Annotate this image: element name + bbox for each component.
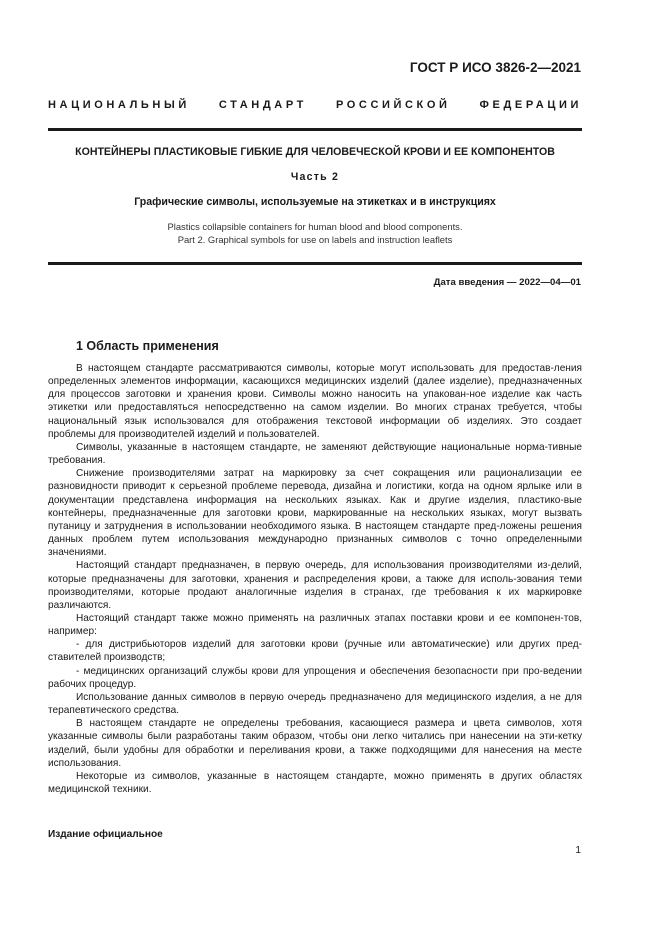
paragraph: В настоящем стандарте не определены требования, касающиеся размера и цвета символов, хотя указанные символы были разработаны таким образом, чтобы они легко читались при нанесении на эти-кетку изделий, были удобны для обработки и переливания крови, а также подходящими для нанесения на месте использования. <box>48 718 582 769</box>
document-title: КОНТЕЙНЕРЫ ПЛАСТИКОВЫЕ ГИБКИЕ ДЛЯ ЧЕЛОВЕЧЕСКОЙ КРОВИ И ЕЕ КОМПОНЕНТОВ <box>75 146 555 158</box>
english-title-line-2: Part 2. Graphical symbols for use on labels and instruction leaflets <box>177 234 453 245</box>
document-subtitle: Графические символы, используемые на этикетках и в инструкциях <box>134 196 496 208</box>
list-item: - медицинских организаций службы крови для упрощения и обеспечения безопасности при про-ведении рабочих процедур. <box>48 665 582 690</box>
introduction-date: Дата введения — 2022—04—01 <box>433 277 581 288</box>
english-title <box>48 220 582 246</box>
bottom-divider <box>48 262 582 265</box>
english-title-line-1: Plastics collapsible containers for human blood and blood components. <box>167 221 463 232</box>
page-number: 1 <box>575 845 581 856</box>
paragraph: Настоящий стандарт также можно применять на различных этапах поставки крови и ее компонен-тов, например: <box>48 612 582 638</box>
part-label: Часть 2 <box>290 171 340 183</box>
paragraph: Снижение производителями затрат на маркировку за счет сокращения или рационализации ее разновидности приводит к серьезной проблеме перевода, дизайна и логистики, когда на одном ярлыке или в документации представлена информация на нескольких языках. Как и другие изделия, пластико-вые контейнеры, предназначенные для заготовки крови, маркированные на нескольких языках, могут вызвать путаницу и затруднения в использовании необходимого языка. В настоящем стандарте пред-ложены решения данных проблем путем использования международно признанных символов с точно определенными значениями. <box>48 468 582 559</box>
list-item: - для дистрибьюторов изделий для заготовки крови (ручные или автоматические) или других пред-ставителей производств; <box>48 639 582 664</box>
paragraph: Настоящий стандарт предназначен, в первую очередь, для использования производителями из-делий, которые предназначены для заготовки, хранения и распределения крови, а также для исполь-зования теми производителями, которые продают аналогичные изделия в странах, где требования к их маркировке различаются. <box>48 560 582 611</box>
paragraph: Использование данных символов в первую очередь предназначено для медицинского изделия, а не для терапевтического средства. <box>48 691 582 717</box>
paragraph: В настоящем стандарте рассматриваются символы, которые могут использовать для предостав-ления определенных элементов информации, касающихся медицинских изделий (далее изделие), предназначенных для процессов заготовки и хранения крови. Символы можно наносить на упакован-ное изделие как часть этикетки или предоставляться непосредственно на самом изделии. Во многих странах требуется, чтобы национальный язык использовался для отображения текстовой информации об изделиях. Это создает проблемы для производителей изделий и пользователей. <box>48 363 582 440</box>
section-body <box>48 362 582 796</box>
top-divider <box>48 128 582 131</box>
national-standard-label: НАЦИОНАЛЬНЫЙ СТАНДАРТ РОССИЙСКОЙ ФЕДЕРАЦИИ <box>48 99 582 111</box>
standard-code: ГОСТ Р ИСО 3826-2—2021 <box>409 60 581 75</box>
section-heading: 1 Область применения <box>76 339 219 353</box>
official-edition-label: Издание официальное <box>48 829 163 840</box>
paragraph: Символы, указанные в настоящем стандарте, не заменяют действующие национальные норма-тивные требования. <box>48 441 582 467</box>
paragraph: Некоторые из символов, указанные в настоящем стандарте, можно применять в других областях медицинской техники. <box>48 770 582 795</box>
